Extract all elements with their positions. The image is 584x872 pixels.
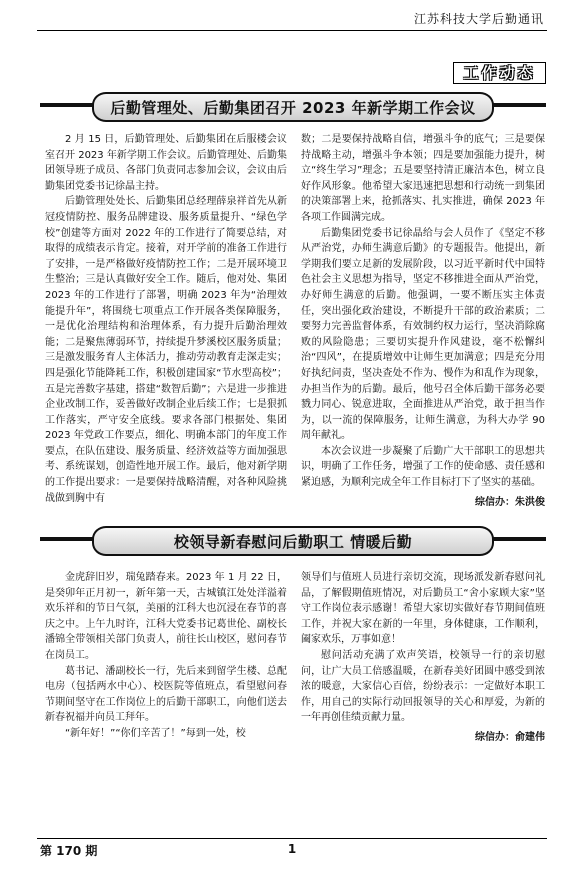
article2-column-right bbox=[301, 570, 545, 746]
article1-title: 后勤管理处、后勤集团召开 2023 年新学期工作会议 bbox=[110, 98, 476, 117]
publication-title: 江苏科技大学后勤通讯 bbox=[413, 12, 544, 26]
article1-paragraph: 数；二是要保持战略自信，增强斗争的底气；三是要保持战略主动，增强斗争本领；四是要加强能力提升，树立“终生学习”理念；五是要坚持清正廉洁本色，树立良好作风形象。他希望大家迅速把思想和行动统一到集团的决策部署上来，抢抓落实、扎实推进，确保 2023 年各项工作圆满完成。 bbox=[301, 134, 545, 223]
article2-column-left bbox=[45, 570, 287, 742]
article2-paragraph: 慰问活动充满了欢声笑语，校领导一行的亲切慰问，让广大员工倍感温暖，在新春美好团圆中感受到浓浓的暖意，大家信心百倍，纷纷表示：一定做好本职工作，用自己的实际行动回报领导的关心和厚爱，为新的一年再创佳绩贡献力量。 bbox=[301, 649, 545, 724]
footer-rule bbox=[37, 838, 547, 839]
article1-column-right bbox=[301, 132, 545, 510]
page-number: 1 bbox=[287, 842, 297, 856]
article2-title: 校领导新春慰问后勤职工 情暖后勤 bbox=[173, 532, 413, 551]
section-badge: 工作动态 bbox=[453, 62, 546, 84]
article1-column-left bbox=[45, 132, 287, 506]
article2-paragraph: 领导们与值班人员进行亲切交流，现场派发新春慰问礼品，了解假期值班情况，对后勤员工“舍小家顾大家”坚守工作岗位表示感谢！希望大家切实做好春节期间值班工作，并祝大家在新的一年里，身体健康，工作顺利，阖家欢乐，万事如意！ bbox=[301, 572, 545, 646]
article1-paragraph: 本次会议进一步凝聚了后勤广大干部职工的思想共识，明确了工作任务，增强了工作的使命感、责任感和紧迫感，为顺利完成全年工作目标打下了坚实的基础。 bbox=[301, 445, 545, 489]
article1-author: 综信办：朱洪俊 bbox=[475, 496, 545, 508]
article2-paragraph: 金虎辞旧岁，瑞兔踏春来。2023 年 1 月 22 日，是癸卯年正月初一，新年第一天，古城镇江处处洋溢着欢乐祥和的节日气氛，美丽的江科大也沉浸在春节的喜庆之中。上午九时许，江科大党委书记葛世伦、副校长潘锦全带领相关部门负责人，前往长山校区，慰问春节在岗员工。 bbox=[45, 572, 287, 661]
article1-title-banner bbox=[40, 88, 546, 122]
article2-title-banner bbox=[40, 522, 546, 556]
article1-paragraph: 后勤管理处处长、后勤集团总经理薛泉祥首先从新冠疫情防控、服务品牌建设、服务质量提升、“绿色学校”创建等方面对 2022 年的工作进行了简要总结，对取得的成绩表示肯定。接着，对开学前的准备工作进行了安排，一是严格做好疫情防控工作；二是开展环境卫生整治；三是认真做好安全工作。随后，他对处、集团 2023 年的工作进行了部署，明确 2023 年为“治理效能提升年”，将围绕七项重点工作开展各类保障服务，一是优化治理结构和治理体系，有力提升后勤治理效能；二是聚焦薄弱环节，持续提升梦溪校区服务质量；三是激发服务育人主体活力，推动劳动教育走深走实；四是强化节能降耗工作，积极创建国家“节水型高校”；五是完善数字基建，搭建“数智后勤”；六是进一步推进企业改制工作，妥善做好改制企业后续工作；七是狠抓工作落实，严守安全底线。要求各部门根据处、集团 2023 年党政工作要点，细化、明确本部门的年度工作要点，在队伍建设、服务质量、经济效益等方面加强思考、系统谋划，创造性地开展工作。最后，他对新学期的工作提出要求：一是要保持战略清醒，对各种风险挑战做到胸中有 bbox=[45, 196, 287, 504]
issue-number: 第 170 期 bbox=[40, 844, 98, 858]
header-rule bbox=[37, 30, 547, 31]
article1-paragraph: 2 月 15 日，后勤管理处、后勤集团在后服楼会议室召开 2023 年新学期工作会议。后勤管理处、后勤集团领导班子成员、各部门负责同志参加会议，会议由后勤集团党委书记徐晶主持。 bbox=[45, 134, 287, 192]
article2-paragraph: “新年好！”“你们辛苦了！”每到一处，校 bbox=[65, 727, 246, 739]
article1-paragraph: 后勤集团党委书记徐晶给与会人员作了《坚定不移从严治党，办师生满意后勤》的专题报告。他提出，新学期我们要立足新的发展阶段，以习近平新时代中国特色社会主义思想为指导，坚定不移推进全面从严治党，办好师生满意的后勤。他强调，一要不断压实主体责任，突出强化政治建设，不断提升干部的政治素质；二要努力完善监督体系，有效制约权力运行，坚决消除腐败的风险隐患；三要切实提升作风建设，毫不松懈纠治“四风”，在提质增效中让师生更加满意；四是充分用好执纪问责，坚决查处不作为、慢作为和乱作为现象，办担当作为的后勤。最后，他号召全体后勤干部务必要戮力同心、锐意进取，全面推进从严治党，敢于担当作为，以一流的保障服务，让师生满意，为科大办学 90 周年献礼。 bbox=[301, 227, 545, 442]
article2-paragraph: 葛书记、潘副校长一行，先后来到留学生楼、总配电房（包括两水中心）、校医院等值班点，看望慰问春节期间坚守在工作岗位上的后勤干部职工，向他们送去新春祝福并向员工拜年。 bbox=[45, 665, 287, 724]
article2-author: 综信办：俞建伟 bbox=[475, 731, 545, 743]
